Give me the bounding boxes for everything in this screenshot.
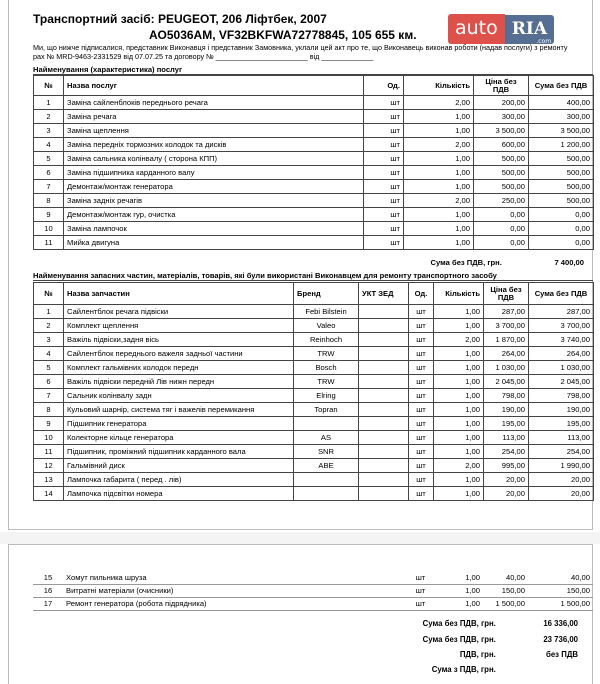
table-cell bbox=[358, 597, 408, 610]
col-price: Ціна без ПДВ bbox=[484, 283, 529, 305]
table-cell: 2,00 bbox=[404, 96, 474, 110]
table-cell: 1 990,00 bbox=[529, 459, 594, 473]
table-cell: Підшипник, проміжний підшипник карданного вала bbox=[64, 445, 294, 459]
col-uktzed: УКТ ЗЕД bbox=[359, 283, 409, 305]
table-cell: Сайлентблок речага підвіски bbox=[64, 305, 294, 319]
table-cell: шт bbox=[409, 445, 434, 459]
table-cell: 200,00 bbox=[474, 96, 529, 110]
table-cell: Сальник колінвалу задн bbox=[64, 389, 294, 403]
table-cell: 1,00 bbox=[404, 166, 474, 180]
table-cell: 150,00 bbox=[483, 584, 528, 597]
services-sum bbox=[431, 258, 584, 267]
table-row bbox=[34, 459, 594, 473]
table-cell: шт bbox=[364, 110, 404, 124]
table-cell: 6 bbox=[34, 375, 64, 389]
table-cell: 3 500,00 bbox=[474, 124, 529, 138]
table-cell: 1,00 bbox=[433, 597, 483, 610]
parts-body bbox=[34, 305, 594, 501]
table-cell bbox=[359, 417, 409, 431]
table-cell: 20,00 bbox=[484, 487, 529, 501]
table-cell: 287,00 bbox=[484, 305, 529, 319]
table-cell bbox=[358, 571, 408, 584]
table-cell: Заміна передніх тормозних колодок та дисків bbox=[64, 138, 364, 152]
table-cell: 40,00 bbox=[483, 571, 528, 584]
table-cell: 17 bbox=[33, 597, 63, 610]
logo-ria-text bbox=[505, 15, 554, 44]
table-cell: Ремонт генератора (робота підрядника) bbox=[63, 597, 293, 610]
table-cell: 7 bbox=[34, 389, 64, 403]
table-cell: Заміна сайленблоків переднього речага bbox=[64, 96, 364, 110]
table-row bbox=[34, 361, 594, 375]
table-cell: 1,00 bbox=[404, 236, 474, 250]
table-cell: 0,00 bbox=[529, 208, 594, 222]
table-cell: 500,00 bbox=[529, 194, 594, 208]
table-row bbox=[34, 236, 594, 250]
table-cell: 190,00 bbox=[484, 403, 529, 417]
table-cell: 798,00 bbox=[484, 389, 529, 403]
table-cell: 264,00 bbox=[484, 347, 529, 361]
vat-label: ПДВ, грн. bbox=[459, 650, 496, 659]
table-cell: 7 bbox=[34, 180, 64, 194]
table-cell: 20,00 bbox=[529, 473, 594, 487]
table-cell: 2 bbox=[34, 319, 64, 333]
table-cell: 2 045,00 bbox=[529, 375, 594, 389]
table-cell: 1,00 bbox=[434, 361, 484, 375]
table-cell: 1,00 bbox=[404, 152, 474, 166]
table-cell: 2 045,00 bbox=[484, 375, 529, 389]
table-cell: Заміна речага bbox=[64, 110, 364, 124]
table-cell: 10 bbox=[34, 431, 64, 445]
logo-ria-word: RIA bbox=[511, 18, 548, 39]
table-cell: Заміна підшипника карданного валу bbox=[64, 166, 364, 180]
document-page-2 bbox=[8, 544, 593, 684]
table-cell: ABE bbox=[294, 459, 359, 473]
table-row bbox=[34, 166, 594, 180]
table-cell: 2,00 bbox=[434, 333, 484, 347]
table-cell: шт bbox=[364, 236, 404, 250]
table-cell bbox=[359, 361, 409, 375]
table-cell: 0,00 bbox=[474, 208, 529, 222]
services-header-row bbox=[34, 76, 594, 96]
table-row bbox=[33, 597, 593, 610]
col-number: № bbox=[34, 76, 64, 96]
table-cell: 0,00 bbox=[529, 222, 594, 236]
table-cell bbox=[359, 431, 409, 445]
grand-total-no-vat bbox=[423, 635, 578, 644]
col-sum: Сума без ПДВ bbox=[529, 283, 594, 305]
table-cell bbox=[294, 473, 359, 487]
parts-section-title: Найменування запасних частин, матеріалів, товарів, які були використані Виконавцем для ремонту транспортного засобу bbox=[33, 271, 593, 281]
table-cell: шт bbox=[408, 597, 433, 610]
parts-header-row bbox=[34, 283, 594, 305]
table-cell bbox=[359, 375, 409, 389]
table-cell: 500,00 bbox=[474, 152, 529, 166]
col-unit: Од. bbox=[364, 76, 404, 96]
table-row bbox=[34, 208, 594, 222]
table-cell: 5 bbox=[34, 361, 64, 375]
table-cell: 1,00 bbox=[404, 110, 474, 124]
table-cell: Reinhoch bbox=[294, 333, 359, 347]
table-cell: 1,00 bbox=[404, 124, 474, 138]
table-cell bbox=[293, 584, 358, 597]
table-cell: Демонтаж/монтаж гур, очистка bbox=[64, 208, 364, 222]
table-cell: шт bbox=[364, 138, 404, 152]
logo-auto-text: auto bbox=[448, 14, 505, 44]
table-cell: 1,00 bbox=[433, 571, 483, 584]
table-cell: шт bbox=[409, 459, 434, 473]
table-cell bbox=[359, 445, 409, 459]
table-cell: шт bbox=[364, 194, 404, 208]
total-with-vat-line bbox=[432, 665, 578, 674]
table-cell bbox=[359, 473, 409, 487]
table-cell: Заміна лампочок bbox=[64, 222, 364, 236]
table-cell: 113,00 bbox=[529, 431, 594, 445]
table-cell: 3 bbox=[34, 333, 64, 347]
table-cell: 2,00 bbox=[434, 459, 484, 473]
table-cell: Демонтаж/монтаж генератора bbox=[64, 180, 364, 194]
table-cell: 8 bbox=[34, 403, 64, 417]
table-cell: 287,00 bbox=[529, 305, 594, 319]
table-cell: Важіль підвіски передній Лів нижн передн bbox=[64, 375, 294, 389]
table-row bbox=[34, 222, 594, 236]
table-cell: 3 740,00 bbox=[529, 333, 594, 347]
table-cell: 254,00 bbox=[529, 445, 594, 459]
table-cell: шт bbox=[409, 333, 434, 347]
table-cell: 300,00 bbox=[529, 110, 594, 124]
table-row bbox=[34, 445, 594, 459]
table-row bbox=[34, 110, 594, 124]
table-cell: шт bbox=[408, 584, 433, 597]
table-cell: 3 700,00 bbox=[484, 319, 529, 333]
table-cell: 1,00 bbox=[434, 417, 484, 431]
table-cell: 8 bbox=[34, 194, 64, 208]
table-cell: 400,00 bbox=[529, 96, 594, 110]
table-row bbox=[34, 152, 594, 166]
table-cell: 0,00 bbox=[474, 222, 529, 236]
parts-sum bbox=[423, 619, 578, 628]
table-cell bbox=[359, 319, 409, 333]
table-cell: Колекторне кільце генератора bbox=[64, 431, 294, 445]
table-cell: 1,00 bbox=[434, 347, 484, 361]
services-table bbox=[33, 75, 594, 250]
table-cell: 995,00 bbox=[484, 459, 529, 473]
table-cell: SNR bbox=[294, 445, 359, 459]
table-cell: 5 bbox=[34, 152, 64, 166]
table-cell: 2 bbox=[34, 110, 64, 124]
table-cell: 113,00 bbox=[484, 431, 529, 445]
table-row bbox=[34, 305, 594, 319]
table-cell: Заміна щеплення bbox=[64, 124, 364, 138]
table-cell: шт bbox=[409, 319, 434, 333]
table-cell: Сайлентблок переднього важеля задньої частини bbox=[64, 347, 294, 361]
table-cell: Комплект щеплення bbox=[64, 319, 294, 333]
table-cell: шт bbox=[409, 431, 434, 445]
table-cell bbox=[359, 305, 409, 319]
total-no-vat-label: Сума без ПДВ, грн. bbox=[422, 635, 496, 644]
table-row bbox=[34, 124, 594, 138]
table-cell: Хомут пильника шруза bbox=[63, 571, 293, 584]
table-cell: 500,00 bbox=[529, 152, 594, 166]
table-cell bbox=[293, 597, 358, 610]
services-sum-label: Сума без ПДВ, грн. bbox=[430, 258, 502, 267]
table-cell: шт bbox=[364, 180, 404, 194]
table-cell: 3 700,00 bbox=[529, 319, 594, 333]
table-cell bbox=[359, 459, 409, 473]
table-cell: 600,00 bbox=[474, 138, 529, 152]
table-cell: Valeo bbox=[294, 319, 359, 333]
table-cell: 10 bbox=[34, 222, 64, 236]
table-cell bbox=[294, 417, 359, 431]
table-cell bbox=[359, 487, 409, 501]
table-row bbox=[34, 403, 594, 417]
table-cell: шт bbox=[364, 222, 404, 236]
col-brand: Бренд bbox=[294, 283, 359, 305]
table-cell: 1,00 bbox=[434, 445, 484, 459]
table-cell: 1,00 bbox=[434, 319, 484, 333]
table-cell: Комплект гальмівних колодок передн bbox=[64, 361, 294, 375]
document-page-1 bbox=[8, 0, 593, 530]
page-gap bbox=[0, 532, 600, 544]
table-cell: 11 bbox=[34, 236, 64, 250]
table-cell: 2,00 bbox=[404, 194, 474, 208]
vat-line bbox=[460, 650, 578, 659]
table-cell: 1 200,00 bbox=[529, 138, 594, 152]
table-cell: шт bbox=[409, 389, 434, 403]
table-cell: 195,00 bbox=[484, 417, 529, 431]
table-cell: 1 500,00 bbox=[528, 597, 593, 610]
table-row bbox=[34, 487, 594, 501]
table-cell: 1,00 bbox=[404, 208, 474, 222]
table-cell: 0,00 bbox=[529, 236, 594, 250]
table-cell: 1,00 bbox=[404, 222, 474, 236]
table-cell: 16 bbox=[33, 584, 63, 597]
vat-value: без ПДВ bbox=[546, 650, 578, 659]
table-row bbox=[34, 375, 594, 389]
table-cell: шт bbox=[364, 96, 404, 110]
table-cell bbox=[358, 584, 408, 597]
table-row bbox=[34, 180, 594, 194]
table-cell: 14 bbox=[34, 487, 64, 501]
total-no-vat-value: 23 736,00 bbox=[543, 635, 578, 644]
logo-dotcom: .com bbox=[536, 37, 552, 45]
table-cell bbox=[294, 487, 359, 501]
col-quantity: Кількість bbox=[404, 76, 474, 96]
table-cell: TRW bbox=[294, 347, 359, 361]
table-cell: шт bbox=[364, 208, 404, 222]
table-cell: шт bbox=[409, 417, 434, 431]
table-row bbox=[34, 138, 594, 152]
table-cell: Важіль підвіски,задня вісь bbox=[64, 333, 294, 347]
table-cell: шт bbox=[409, 375, 434, 389]
table-cell: 4 bbox=[34, 138, 64, 152]
table-cell: Витратні матеріали (очисники) bbox=[63, 584, 293, 597]
parts-sum-value: 16 336,00 bbox=[543, 619, 578, 628]
table-cell: 12 bbox=[34, 459, 64, 473]
table-row bbox=[33, 571, 593, 584]
vehicle-title: Транспортний засіб: PEUGEOT, 206 Ліфтбек, 2007 bbox=[33, 12, 327, 26]
col-price: Ціна без ПДВ bbox=[474, 76, 529, 96]
act-note bbox=[33, 43, 593, 61]
table-cell: шт bbox=[409, 487, 434, 501]
services-body bbox=[34, 96, 594, 250]
table-cell: 1,00 bbox=[433, 584, 483, 597]
table-cell: Febi Bilstein bbox=[294, 305, 359, 319]
col-sum: Сума без ПДВ bbox=[529, 76, 594, 96]
table-cell: 1 bbox=[34, 305, 64, 319]
table-cell: шт bbox=[364, 152, 404, 166]
table-cell: 1 870,00 bbox=[484, 333, 529, 347]
table-row bbox=[34, 319, 594, 333]
table-cell: 500,00 bbox=[474, 166, 529, 180]
table-cell: 300,00 bbox=[474, 110, 529, 124]
vehicle-ids: АО5036АМ, VF32BKFWA72778845, 105 655 км. bbox=[149, 28, 417, 42]
table-cell: Topran bbox=[294, 403, 359, 417]
table-cell: 1,00 bbox=[434, 375, 484, 389]
table-cell: 254,00 bbox=[484, 445, 529, 459]
table-cell: 3 500,00 bbox=[529, 124, 594, 138]
table-cell: Bosch bbox=[294, 361, 359, 375]
table-cell: шт bbox=[409, 473, 434, 487]
table-cell bbox=[359, 403, 409, 417]
table-cell: 500,00 bbox=[474, 180, 529, 194]
table-row bbox=[34, 333, 594, 347]
table-cell: Лампочка підсвітки номера bbox=[64, 487, 294, 501]
table-cell: шт bbox=[364, 166, 404, 180]
table-row bbox=[34, 194, 594, 208]
table-cell: шт bbox=[364, 124, 404, 138]
table-cell: 1 bbox=[34, 96, 64, 110]
parts-sum-label: Сума без ПДВ, грн. bbox=[422, 619, 496, 628]
table-cell: 500,00 bbox=[529, 166, 594, 180]
parts-table-continued bbox=[33, 571, 593, 611]
table-cell: 1,00 bbox=[434, 305, 484, 319]
table-cell: 1 030,00 bbox=[529, 361, 594, 375]
table-cell: Заміна задніх речагів bbox=[64, 194, 364, 208]
table-cell: 264,00 bbox=[529, 347, 594, 361]
col-unit: Од. bbox=[409, 283, 434, 305]
table-cell: 15 bbox=[33, 571, 63, 584]
table-cell: Elring bbox=[294, 389, 359, 403]
table-cell: 195,00 bbox=[529, 417, 594, 431]
table-cell: TRW bbox=[294, 375, 359, 389]
table-cell: 9 bbox=[34, 208, 64, 222]
table-cell: Кульовий шарнір, система тяг і важелів перемикання bbox=[64, 403, 294, 417]
table-cell: Заміна сальника колінвалу ( сторона КПП) bbox=[64, 152, 364, 166]
table-cell bbox=[359, 347, 409, 361]
table-cell: 1,00 bbox=[434, 431, 484, 445]
col-number: № bbox=[34, 283, 64, 305]
col-service-name: Назва послуг bbox=[64, 76, 364, 96]
table-cell: шт bbox=[409, 347, 434, 361]
table-cell: 2,00 bbox=[404, 138, 474, 152]
col-part-name: Назва запчастин bbox=[64, 283, 294, 305]
table-cell bbox=[359, 333, 409, 347]
parts-table bbox=[33, 282, 594, 501]
table-row bbox=[34, 389, 594, 403]
table-cell: 150,00 bbox=[528, 584, 593, 597]
table-cell: 20,00 bbox=[529, 487, 594, 501]
table-cell: шт bbox=[409, 305, 434, 319]
table-cell: шт bbox=[409, 403, 434, 417]
table-row bbox=[34, 417, 594, 431]
col-quantity: Кількість bbox=[434, 283, 484, 305]
table-row bbox=[34, 347, 594, 361]
table-cell: 13 bbox=[34, 473, 64, 487]
table-cell: шт bbox=[409, 361, 434, 375]
table-cell: 3 bbox=[34, 124, 64, 138]
table-cell: 1,00 bbox=[404, 180, 474, 194]
table-cell: 1,00 bbox=[434, 403, 484, 417]
table-cell: 9 bbox=[34, 417, 64, 431]
table-cell: 1,00 bbox=[434, 487, 484, 501]
table-row bbox=[34, 431, 594, 445]
contract-line: рах № MRD-9463-2331529 від 07.07.25 та договору № _______________________ від _____________ bbox=[33, 52, 374, 61]
table-cell: 500,00 bbox=[529, 180, 594, 194]
total-with-vat-label: Сума з ПДВ, грн. bbox=[431, 665, 496, 674]
services-section-title: Найменування (характеристика) послуг bbox=[33, 65, 593, 75]
parts-body-continued bbox=[33, 571, 593, 610]
table-cell: 1 500,00 bbox=[483, 597, 528, 610]
table-cell: 1 030,00 bbox=[484, 361, 529, 375]
table-cell: Підшипник генератора bbox=[64, 417, 294, 431]
table-cell bbox=[293, 571, 358, 584]
table-cell: 190,00 bbox=[529, 403, 594, 417]
table-cell: Гальмівний диск bbox=[64, 459, 294, 473]
table-cell: 0,00 bbox=[474, 236, 529, 250]
table-cell: 20,00 bbox=[484, 473, 529, 487]
table-cell: 40,00 bbox=[528, 571, 593, 584]
table-cell: 11 bbox=[34, 445, 64, 459]
table-row bbox=[34, 473, 594, 487]
table-cell bbox=[359, 389, 409, 403]
table-cell: AS bbox=[294, 431, 359, 445]
table-cell: 1,00 bbox=[434, 473, 484, 487]
table-cell: 6 bbox=[34, 166, 64, 180]
table-cell: 798,00 bbox=[529, 389, 594, 403]
table-cell: Мийка двигуна bbox=[64, 236, 364, 250]
table-cell: 4 bbox=[34, 347, 64, 361]
act-note-text: Ми, що нижче підписалися, представник Виконавця і представник Замовника, уклали цей акт про те, що Виконавець виконав роботи (надав послуги) з ремонту bbox=[33, 43, 568, 52]
table-row bbox=[34, 96, 594, 110]
table-cell: шт bbox=[408, 571, 433, 584]
table-cell: 1,00 bbox=[434, 389, 484, 403]
services-sum-value: 7 400,00 bbox=[554, 258, 584, 267]
table-row bbox=[33, 584, 593, 597]
table-cell: 250,00 bbox=[474, 194, 529, 208]
table-cell: Лампочка габарита ( перед . лів) bbox=[64, 473, 294, 487]
